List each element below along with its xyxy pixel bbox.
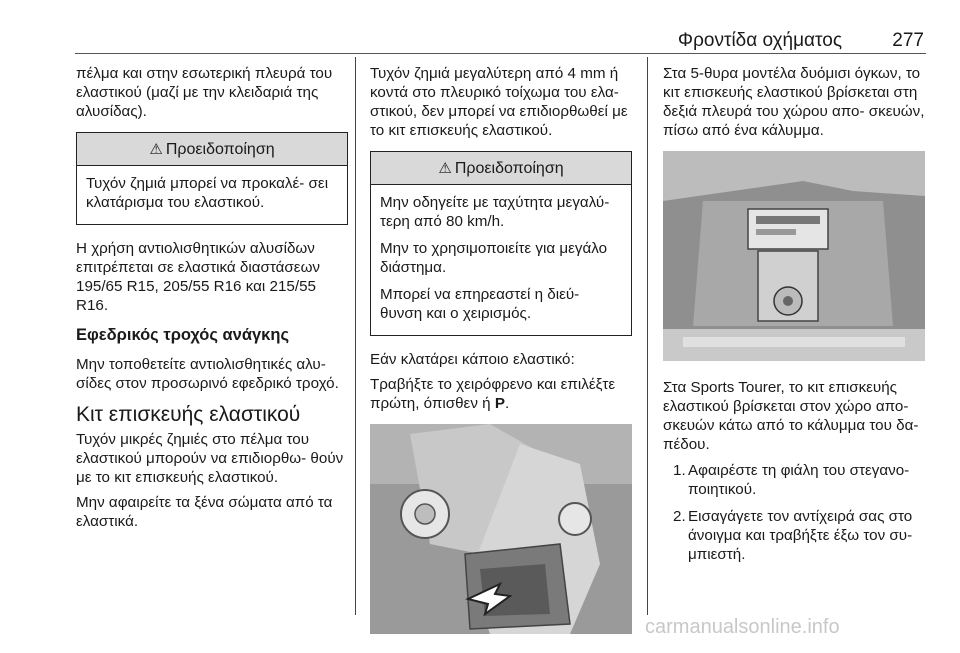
paragraph [370,375,632,413]
text-run: Τραβήξτε το χειρόφρενο και επιλέξτε πρώτη, όπισθεν ή [370,376,616,412]
subheading-spare-wheel: Εφεδρικός τροχός ανάγκης [76,326,290,344]
warning-box [76,132,348,225]
list-item [663,507,925,564]
warning-title: Προειδοποίηση [454,160,564,177]
column-3 [663,64,925,572]
gear-p-bold: P [494,395,505,412]
paragraph: Στα Sports Tourer, το κιτ επισκευής ελαστικού βρίσκεται στον χώρο απο‐ σκευών κάτω από το κάλυμμα του δα‐ πέδου. [663,379,919,453]
figure-trunk-repair-kit [663,151,925,366]
warning-header [77,133,347,166]
warning-title: Προειδοποίηση [165,141,275,158]
column-1 [76,64,348,542]
warning-text: Μπορεί να επηρεαστεί η διεύ‐ θυνση και ο χειρισμός. [380,286,580,322]
list-number: 1. [673,462,686,479]
warning-triangle-icon: ⚠ [438,160,452,177]
warning-body [371,185,631,335]
trunk-illustration [663,151,925,361]
lever-illustration [370,424,632,634]
paragraph: Μην τοποθετείτε αντιολισθητικές αλυ‐ σίδες στον προσωρινό εφεδρικό τροχό. [76,356,339,392]
column-divider-right [647,57,648,615]
paragraph: Τυχόν ζημιά μεγαλύτερη από 4 mm ή κοντά στο πλευρικό τοίχωμα του ελα‐ στικού, δεν μπορεί να επιδιορθωθεί με το κιτ επισκευής ελαστικού. [370,65,628,139]
paragraph: Εάν κλατάρει κάποιο ελαστικό: [370,351,575,368]
warning-text: Μην οδηγείτε με ταχύτητα μεγαλύ‐ τερη από 80 km/h. [380,194,610,230]
watermark: carmanualsonline.info [645,616,840,638]
warning-text: Τυχόν ζημιά μπορεί να προκαλέ‐ σει κλατάρισμα του ελαστικού. [86,175,329,211]
column-divider-left [355,57,356,615]
warning-triangle-icon: ⚠ [149,141,163,158]
header-title: Φροντίδα οχήματος [677,30,842,51]
list-item [663,461,925,499]
list-number: 2. [673,508,686,525]
paragraph: Στα 5-θυρα μοντέλα δυόμισι όγκων, το κιτ επισκευής ελαστικού βρίσκεται στη δεξιά πλευρά του χώρου απο‐ σκευών, πίσω από ένα κάλυμμα. [663,65,925,139]
figure-car-interior-lever [370,424,632,639]
warning-header [371,152,631,185]
section-heading-repair-kit: Κιτ επισκευής ελαστικού [76,403,301,426]
text-run: . [504,395,510,412]
paragraph: Μην αφαιρείτε τα ξένα σώματα από τα ελαστικά. [76,494,333,530]
list-text: Αφαιρέστε τη φιάλη του στεγανο‐ ποιητικού. [688,462,910,498]
header-rule [75,53,926,54]
paragraph: πέλμα και στην εσωτερική πλευρά του ελαστικού (μαζί με την κλειδαριά της αλυσίδας). [76,65,333,120]
paragraph: Η χρήση αντιολισθητικών αλυσίδων επιτρέπεται σε ελαστικά διαστάσεων 195/65 R15, 205/55 R16 και 215/55 R16. [76,240,321,314]
warning-body [77,166,347,224]
list-text: Εισαγάγετε τον αντίχειρά σας στο άνοιγμα και τραβήξτε έξω τον συ‐ μπιεστή. [688,508,913,563]
column-2 [370,64,632,653]
warning-text: Μην το χρησιμοποιείτε για μεγάλο διάστημα. [380,240,608,276]
paragraph: Τυχόν μικρές ζημιές στο πέλμα του ελαστικού μπορούν να επιδιορθω‐ θούν με το κιτ επισκευής ελαστικού. [76,431,344,486]
warning-box [370,151,632,336]
page-number: 277 [892,30,924,51]
